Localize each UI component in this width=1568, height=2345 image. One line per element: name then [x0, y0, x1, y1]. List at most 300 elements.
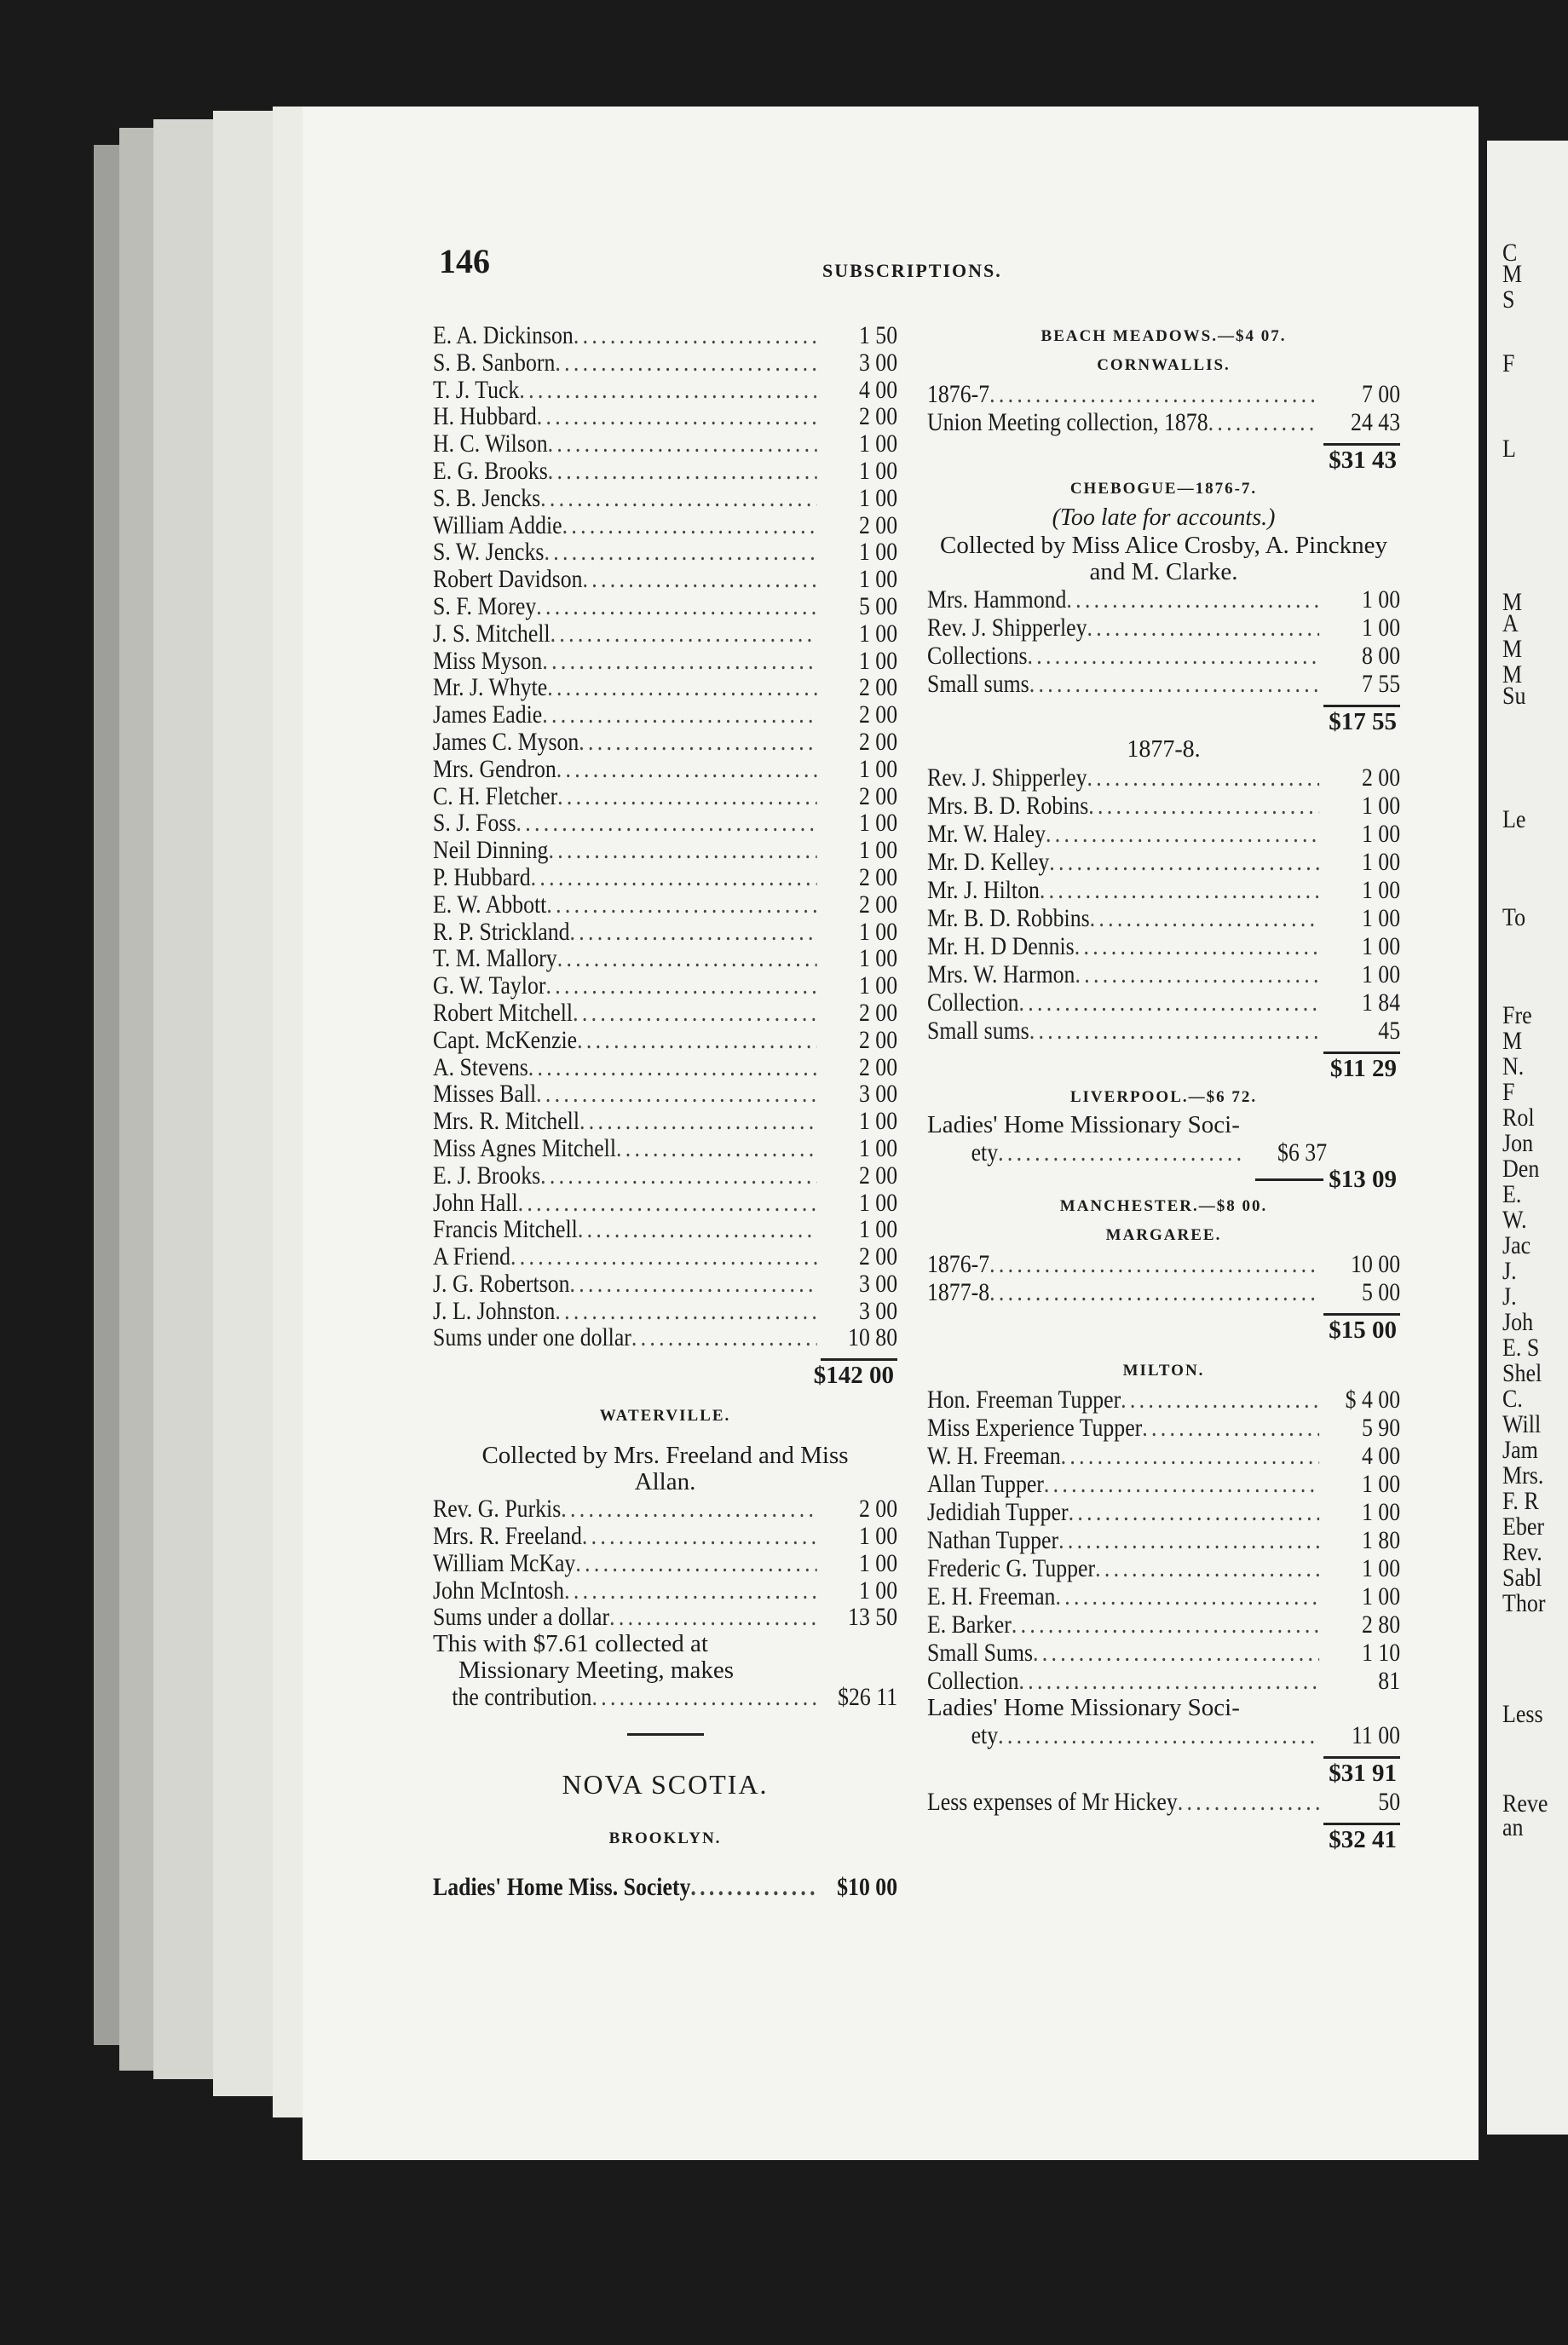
entry-name: E. H. Freeman — [927, 1582, 1056, 1610]
table-row — [433, 566, 897, 593]
leader-dots — [1012, 1610, 1320, 1639]
table-row — [433, 648, 897, 675]
leader-dots — [1018, 988, 1319, 1017]
entry-name: S. B. Jencks — [433, 484, 541, 512]
section-heading: MILTON. — [1122, 1362, 1205, 1380]
leader-dots — [570, 919, 817, 946]
leader-dots — [516, 810, 817, 837]
total: $11 29 — [1329, 1055, 1397, 1082]
table-row — [433, 1162, 897, 1190]
table-row — [927, 670, 1400, 698]
year-heading: 1877-8. — [1127, 736, 1201, 763]
table-row — [433, 1523, 897, 1550]
table-row — [433, 701, 897, 729]
entry-amount: 1 00 — [858, 918, 898, 946]
table-row — [433, 864, 897, 891]
entry-amount: 5 00 — [1361, 1278, 1401, 1306]
entry-name: S. B. Sanborn — [433, 349, 556, 377]
entry-amount: 1 00 — [858, 1108, 898, 1135]
facing-page-fragment: Jam — [1502, 1436, 1538, 1464]
entry-name: Mr. J. Whyte — [433, 674, 548, 702]
divider — [627, 1733, 704, 1736]
entry-name: A. Stevens — [433, 1053, 528, 1081]
entry-name: Francis Mitchell — [433, 1216, 578, 1244]
entry-name: Mrs. Hammond — [927, 585, 1067, 614]
entry-name: W. H. Freeman — [927, 1442, 1061, 1470]
entry-name: Nathan Tupper — [927, 1526, 1059, 1554]
entry-name: S. F. Morey — [433, 592, 537, 620]
facing-page-fragment: E. S — [1502, 1334, 1540, 1362]
entry-amount: 2 00 — [858, 511, 898, 539]
facing-page-fragment: To — [1502, 903, 1526, 931]
entry-amount: 1 50 — [858, 322, 898, 349]
total: $17 55 — [1329, 708, 1397, 735]
facing-page-fragment: F — [1502, 349, 1515, 377]
entry-amount: 2 00 — [858, 1161, 898, 1190]
leader-dots — [989, 1250, 1319, 1278]
leader-dots — [545, 972, 816, 1000]
entry-name: E. A. Dickinson — [433, 322, 574, 349]
entry-amount: 8 00 — [1361, 642, 1401, 670]
table-row — [433, 430, 897, 458]
total: $15 00 — [1329, 1317, 1397, 1344]
cornwallis-list — [927, 380, 1400, 436]
leader-dots — [537, 403, 817, 430]
contribution-row: the contribution ..... $26 11 — [433, 1684, 897, 1711]
table-row — [927, 1017, 1400, 1045]
section-heading: WATERVILLE. — [599, 1407, 731, 1426]
entry-amount: 1 00 — [1361, 1582, 1401, 1610]
margaree-list — [927, 1250, 1400, 1306]
entry-amount: 1 00 — [1361, 585, 1401, 614]
table-row — [927, 408, 1400, 436]
entry-amount: 1 00 — [858, 755, 898, 783]
entry-name: Miss Myson — [433, 647, 543, 675]
table-row — [927, 932, 1400, 960]
table-row — [927, 1250, 1400, 1278]
facing-page-fragment: J. — [1502, 1282, 1517, 1311]
leader-dots — [1058, 1526, 1319, 1554]
total: $13 09 — [1329, 1166, 1397, 1193]
entry-amount: 2 00 — [858, 701, 898, 729]
entry-amount: 5 00 — [858, 592, 898, 620]
entry-amount: 2 00 — [858, 403, 898, 431]
entry-name: P. Hubbard — [433, 863, 531, 891]
facing-page-fragment: Reve — [1502, 1789, 1548, 1818]
entry-amount: 1 00 — [858, 566, 898, 593]
page-number: 146 — [439, 242, 490, 280]
entry-name: Mr. B. D. Robbins — [927, 904, 1090, 932]
table-row — [433, 1243, 897, 1270]
leader-dots — [1029, 1017, 1320, 1045]
entry-amount: 7 00 — [1361, 380, 1401, 408]
table-row — [927, 1470, 1400, 1498]
table-row — [927, 1278, 1400, 1306]
table-row — [433, 512, 897, 539]
facing-page-fragment: L — [1502, 435, 1516, 463]
entry-name: E. G. Brooks — [433, 457, 548, 485]
table-row — [433, 485, 897, 512]
facing-page-fragment: an — [1502, 1813, 1524, 1841]
table-row — [927, 1639, 1400, 1667]
facing-page-fragment: W. — [1502, 1206, 1527, 1234]
entry-name: R. P. Strickland — [433, 918, 570, 946]
entry-amount: 2 00 — [1361, 763, 1401, 792]
entry-amount: 2 00 — [858, 1495, 898, 1524]
leader-dots — [583, 566, 817, 593]
contribution-note: Missionary Meeting, makes — [458, 1656, 734, 1685]
table-row — [927, 1414, 1400, 1442]
entry-name: Mrs. R. Mitchell — [433, 1108, 579, 1135]
entry-name: Frederic G. Tupper — [927, 1554, 1096, 1582]
leader-dots — [573, 1000, 816, 1027]
collector-note: Collected by Miss Alice Crosby, A. Pinckney and M. Clarke. — [940, 532, 1387, 585]
society-line: Ladies' Home Missionary Soci- — [927, 1111, 1240, 1138]
entry-amount: 1 00 — [1361, 820, 1401, 848]
facing-page-fragment: F — [1502, 1078, 1515, 1106]
entry-amount: 1 00 — [858, 1134, 898, 1162]
table-row — [433, 919, 897, 946]
entry-amount: 1 00 — [858, 647, 898, 675]
facing-page-fragment: Le — [1502, 805, 1526, 833]
entry-amount: 3 00 — [858, 1080, 898, 1109]
entry-amount: 1 10 — [1361, 1639, 1401, 1667]
entry-name: G. W. Taylor — [433, 972, 546, 1000]
entry-amount: 45 — [1378, 1017, 1401, 1045]
table-row — [433, 756, 897, 783]
leader-dots — [616, 1135, 816, 1162]
leader-dots — [547, 674, 816, 701]
leader-dots — [1142, 1414, 1319, 1442]
leader-dots — [1069, 1498, 1320, 1526]
entry-name: Capt. McKenzie — [433, 1026, 578, 1054]
entry-name: J. G. Robertson — [433, 1270, 570, 1298]
table-row — [433, 1108, 897, 1135]
entry-name: Neil Dinning — [433, 837, 549, 864]
entry-amount: 3 00 — [858, 349, 898, 377]
table-row — [433, 972, 897, 1000]
running-head: SUBSCRIPTIONS. — [822, 260, 1002, 281]
leader-dots — [540, 485, 816, 512]
table-row — [927, 642, 1400, 670]
entry-amount: 1 00 — [858, 810, 898, 838]
leader-dots — [574, 322, 817, 349]
facing-page-fragment: Sabl — [1502, 1564, 1542, 1592]
table-row — [433, 837, 897, 864]
entry-amount: 1 84 — [1361, 988, 1401, 1017]
table-row — [433, 403, 897, 430]
facing-page-fragment: Mrs. — [1502, 1461, 1544, 1489]
entry-amount: 1 00 — [858, 1549, 898, 1577]
leader-dots — [555, 1298, 816, 1325]
entry-name: Rev. J. Shipperley — [927, 614, 1087, 642]
table-row — [433, 945, 897, 972]
leader-dots — [544, 539, 816, 566]
total: $32 41 — [1329, 1826, 1397, 1853]
entry-amount: 2 00 — [858, 782, 898, 810]
entry-name: John Hall — [433, 1189, 518, 1217]
entry-amount: 5 90 — [1361, 1414, 1401, 1442]
entry-name: William Addie — [433, 511, 562, 539]
entry-amount: 1 00 — [858, 539, 898, 567]
entry-name: T. J. Tuck — [433, 376, 520, 404]
total: $31 91 — [1329, 1760, 1397, 1787]
entry-name: Mr. D. Kelley — [927, 848, 1050, 876]
entry-amount: 1 00 — [858, 972, 898, 1000]
entry-amount: 3 00 — [858, 1270, 898, 1298]
entry-name: John McIntosh — [433, 1576, 565, 1605]
section-heading: BROOKLYN. — [608, 1829, 722, 1848]
leader-dots — [564, 1577, 816, 1605]
entry-amount: 1 00 — [1361, 848, 1401, 876]
leader-dots — [1018, 1667, 1319, 1695]
facing-page-fragment: Eber — [1502, 1512, 1545, 1541]
leader-dots — [1066, 585, 1319, 614]
table-row — [927, 614, 1400, 642]
leader-dots — [1029, 670, 1320, 698]
leader-dots — [542, 648, 816, 675]
entry-name: Collection — [927, 988, 1019, 1017]
entry-amount: 1 80 — [1361, 1526, 1401, 1554]
entry-amount: $ 4 00 — [1345, 1386, 1401, 1414]
facing-page — [1487, 141, 1568, 2135]
leader-dots — [1208, 408, 1320, 436]
table-row — [433, 1080, 897, 1108]
table-row — [927, 876, 1400, 904]
table-row — [927, 848, 1400, 876]
leader-dots — [579, 729, 816, 756]
leader-dots — [582, 1523, 817, 1550]
entry-name: James Eadie — [433, 701, 543, 729]
leader-dots — [548, 837, 816, 864]
entry-amount: 2 00 — [858, 863, 898, 891]
table-row — [433, 1577, 897, 1605]
left-column — [433, 322, 897, 1901]
entry-name: Small sums — [927, 670, 1029, 698]
table-row — [927, 1554, 1400, 1582]
leader-dots — [1090, 904, 1320, 932]
entry-amount: 3 00 — [858, 1297, 898, 1325]
section-title: NOVA SCOTIA. — [562, 1769, 769, 1801]
section-heading: CORNWALLIS. — [1097, 356, 1231, 374]
table-row — [433, 810, 897, 837]
leader-dots — [989, 1278, 1319, 1306]
leader-dots — [1087, 763, 1320, 792]
entry-amount: 1 00 — [858, 619, 898, 648]
leader-dots — [518, 1190, 817, 1217]
entry-name: Miss Agnes Mitchell — [433, 1134, 617, 1162]
leader-dots — [1087, 614, 1320, 642]
facing-page-fragment: Jac — [1502, 1231, 1531, 1259]
table-row — [433, 1270, 897, 1298]
entry-name: Allan Tupper — [927, 1470, 1044, 1498]
entry-name: William McKay — [433, 1549, 576, 1577]
leader-dots — [1075, 932, 1320, 960]
facing-page-fragment: M — [1502, 260, 1523, 288]
entry-amount: 13 50 — [848, 1604, 898, 1632]
entry-amount: 2 00 — [858, 728, 898, 756]
table-row — [433, 729, 897, 756]
chebogue-list — [927, 585, 1400, 698]
table-row: ety ..... 11 00 — [927, 1721, 1400, 1749]
leader-dots — [989, 380, 1319, 408]
subscriber-list — [433, 322, 897, 1351]
total: $31 43 — [1329, 447, 1397, 474]
entry-name: J. S. Mitchell — [433, 619, 551, 648]
entry-name: Mr. H. D Dennis — [927, 932, 1075, 960]
facing-page-fragment: Den — [1502, 1155, 1540, 1183]
entry-name: Small sums — [927, 1017, 1029, 1045]
entry-amount: 10 80 — [848, 1324, 898, 1352]
entry-name: Sums under one dollar — [433, 1324, 631, 1352]
leader-dots — [531, 864, 817, 891]
entry-amount: 1 00 — [858, 457, 898, 485]
facing-page-fragment: A — [1502, 609, 1519, 637]
sum-rule — [1255, 1178, 1323, 1181]
section-heading: MARGAREE. — [1105, 1226, 1222, 1244]
facing-page-fragment: Shel — [1502, 1359, 1542, 1387]
entry-name: Mrs. R. Freeland — [433, 1523, 582, 1550]
entry-amount: 81 — [1378, 1667, 1401, 1695]
entry-amount: 1 00 — [858, 430, 898, 458]
facing-page-fragment: M — [1502, 635, 1523, 663]
entry-amount: 1 00 — [1361, 792, 1401, 820]
leader-dots — [575, 1550, 816, 1577]
facing-page-fragment: M — [1502, 660, 1523, 689]
section-heading: LIVERPOOL.—$6 72. — [1069, 1088, 1258, 1106]
entry-name: Union Meeting collection, 1878 — [927, 408, 1208, 436]
table-row — [927, 1386, 1400, 1414]
leader-dots — [1061, 1442, 1320, 1470]
facing-page-fragment: J. — [1502, 1257, 1517, 1285]
table-row — [927, 904, 1400, 932]
table-row — [433, 377, 897, 404]
entry-amount: 2 00 — [858, 1053, 898, 1081]
entry-amount: 1 00 — [858, 1523, 898, 1550]
facing-page-fragment: Fre — [1502, 1001, 1532, 1029]
contribution-note: This with $7.61 collected at — [433, 1630, 708, 1658]
entry-amount: 4 00 — [1361, 1442, 1401, 1470]
table-row — [927, 763, 1400, 792]
entry-amount: 4 00 — [858, 376, 898, 404]
leader-dots — [536, 1080, 816, 1108]
entry-amount: 1 00 — [1361, 1470, 1401, 1498]
leader-dots — [577, 1027, 816, 1054]
leader-dots — [519, 377, 816, 404]
entry-name: Mr. W. Haley — [927, 820, 1046, 848]
table-row — [433, 1054, 897, 1081]
table-row — [927, 1667, 1400, 1695]
table-row: ety ..... $6 37 — [927, 1138, 1327, 1167]
table-row — [927, 988, 1400, 1017]
waterville-list — [433, 1495, 897, 1631]
leader-dots — [1044, 1470, 1320, 1498]
italic-note: (Too late for accounts.) — [1052, 504, 1276, 531]
entry-amount: 1 00 — [858, 1216, 898, 1244]
leader-dots — [542, 701, 816, 729]
society-line: Ladies' Home Missionary Soci- — [927, 1694, 1240, 1721]
table-row — [927, 1526, 1400, 1554]
leader-dots — [1028, 642, 1320, 670]
section-heading: BEACH MEADOWS.—$4 07. — [1041, 327, 1287, 345]
entry-amount: 2 00 — [858, 674, 898, 702]
entry-amount: 1 00 — [858, 484, 898, 512]
milton-list — [927, 1386, 1400, 1695]
facing-page-fragment: C. — [1502, 1385, 1523, 1413]
leader-dots — [548, 458, 817, 485]
table-row — [433, 1000, 897, 1027]
facing-page-fragment: E. — [1502, 1180, 1522, 1208]
table-row — [927, 1582, 1400, 1610]
entry-amount: 2 00 — [858, 1026, 898, 1054]
table-row — [927, 1442, 1400, 1470]
leader-dots — [1055, 1582, 1319, 1610]
entry-amount: 10 00 — [1351, 1250, 1401, 1278]
entry-name: Mr. J. Hilton — [927, 876, 1040, 904]
entry-name: T. M. Mallory — [433, 945, 557, 973]
table-row: Less expenses of Mr Hickey ..... 50 — [927, 1788, 1400, 1816]
table-row — [433, 1550, 897, 1577]
entry-name: 1876-7 — [927, 380, 990, 408]
entry-amount: 1 00 — [1361, 876, 1401, 904]
leader-dots — [557, 783, 816, 810]
section-heading: MANCHESTER.—$8 00. — [1059, 1197, 1268, 1215]
leader-dots — [631, 1324, 817, 1351]
leader-dots — [1040, 876, 1320, 904]
facing-page-fragment: Rol — [1502, 1103, 1535, 1132]
table-row — [433, 458, 897, 485]
table-row — [433, 674, 897, 701]
table-row — [927, 585, 1400, 614]
entry-name: Collections — [927, 642, 1028, 670]
leader-dots — [536, 593, 816, 620]
facing-page-fragment: M — [1502, 1027, 1523, 1055]
section-heading: CHEBOGUE—1876-7. — [1069, 480, 1258, 498]
facing-page-fragment: C — [1502, 239, 1518, 267]
entry-name: Rev. J. Shipperley — [927, 763, 1087, 792]
entry-name: Misses Ball — [433, 1080, 537, 1109]
entry-amount: 1 00 — [1361, 904, 1401, 932]
entry-name: H. C. Wilson — [433, 430, 548, 458]
entry-name: S. J. Foss — [433, 810, 516, 838]
entry-name: Robert Davidson — [433, 566, 583, 593]
facing-page-fragment: Jon — [1502, 1129, 1534, 1157]
entry-name: C. H. Fletcher — [433, 782, 558, 810]
leader-dots — [557, 945, 817, 972]
table-row — [927, 820, 1400, 848]
leader-dots — [609, 1604, 816, 1631]
leader-dots — [1075, 960, 1319, 988]
entry-amount: 24 43 — [1351, 408, 1401, 436]
entry-name: Mrs. B. D. Robins — [927, 792, 1089, 820]
entry-name: 1876-7 — [927, 1250, 990, 1278]
facing-page-fragment: Joh — [1502, 1308, 1534, 1336]
entry-amount: 1 00 — [1361, 932, 1401, 960]
table-row — [433, 349, 897, 377]
entry-amount: 1 00 — [1361, 1498, 1401, 1526]
table-row — [433, 620, 897, 648]
table-row — [927, 960, 1400, 988]
table-row — [433, 1190, 897, 1217]
leader-dots — [528, 1054, 817, 1081]
entry-amount: 2 80 — [1361, 1610, 1401, 1639]
entry-name: Rev. G. Purkis — [433, 1495, 562, 1524]
entry-name: Jedidiah Tupper — [927, 1498, 1069, 1526]
entry-name: Sums under a dollar — [433, 1604, 610, 1632]
entry-name: E. J. Brooks — [433, 1161, 541, 1190]
entry-amount: 1 00 — [858, 945, 898, 973]
leader-dots — [540, 1162, 816, 1190]
